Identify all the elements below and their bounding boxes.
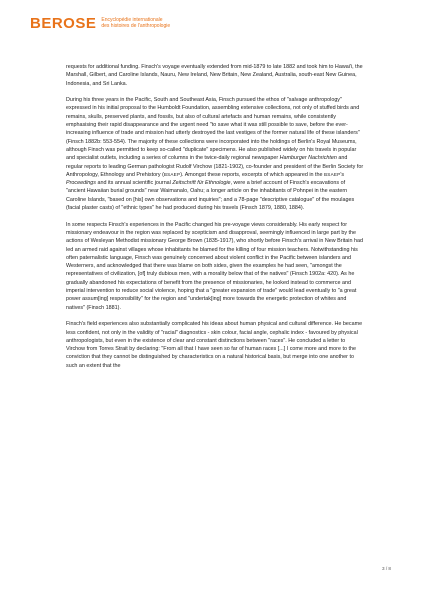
paragraph-1: requests for additional funding. Finsch's voyage eventually extended from mid-1879 to late 1882 and took him to Hawai'i, the Marshall, Gilbert, and Caroline Islands, Nauru, New Ireland, New Britain, New Zealand, Australia, south-east New Guinea, Indonesia, and Sri Lanka. [66, 64, 363, 87]
bsaep-abbreviation: BSAEP [324, 171, 341, 177]
bsaep-abbreviation: BSAEP [163, 171, 181, 177]
paragraph-2-text-f: , were a brief account of Finsch's excavations of "ancient Hawaiian burial grounds" near Waimanalo, Oahu; a longer article on the inhabitants of Pohnpei in the eastern Caroline Islands, "based on [his] own observations and inquiries"; and a 78-page "descriptive catalogue" of the moulages (facial plaster casts) of "ethnic types" he had produced during his travels (Finsch 1879, 1880, 1884). [66, 180, 355, 212]
journal-title: Zeitschrift für Ethnologie [172, 180, 231, 187]
page-number: 3 / 8 [382, 566, 391, 571]
site-header [30, 16, 170, 32]
site-tagline [101, 17, 170, 29]
article-body [66, 63, 364, 378]
newspaper-title: Hamburger Nachrichten [279, 155, 337, 162]
paragraph-2-text-e: and its annual scientific journal [95, 180, 173, 187]
paragraph-2-text-c: ). Amongst these reports, excerpts of which appeared in the [180, 171, 325, 178]
paragraph-2-text-b: and regular reports to leading German pathologist Rudolf Virchow (1821-1902), co-founder and president of the Berlin Society for Anthropology, Ethnology and Prehistory ( [66, 155, 364, 178]
paragraph-2-text-d: 's [340, 171, 345, 178]
paragraph-2-text-a: During his three years in the Pacific, South and Southeast Asia, Finsch pursued the ethos of "salvage anthropology" expressed in his initial proposal to the Humboldt Foundation, assembling extensive collections, not only of stuffed birds and remains, skulls, preserved plants, and fossils, but also of cultural artefacts and human remains, while consistently emphasising their rapid disappearance and the urgent need "to save what it was still possible to save, before the ever-increasing influence of trade and mission had utterly destroyed the last vestiges of the former natural life of these islanders" (Finsch 1882b: 553-554). The majority of these collections were incorporated into the holdings of Berlin's Royal Museums, although Finsch was permitted to keep so-called "duplicate" specimens. He also published widely on his travels in popular and specialist outlets, including a series of columns in the twice-daily regional newspaper [66, 97, 360, 162]
proceedings-title: Proceedings [66, 180, 96, 187]
tagline-line-2: des histoires de l'anthropologie [101, 23, 171, 29]
paragraph-2 [66, 96, 364, 212]
tagline-line-1: Encyclopédie internationale [101, 17, 163, 23]
berose-logo[interactable]: BEROSE [30, 15, 97, 32]
paragraph-4: Finsch's field experiences also substantially complicated his ideas about human physical and cultural difference. He became less confident, not only in the validity of "racial" diagnostics - skin colour, facial angle, cephalic index - favoured by physical anthropologists, but even in the existence of clear and constant distinctions between "races". He concluded a letter to Virchow from Torres Strait by declaring: "From all that I have seen so far of human races [...] I come more and more to the conviction that they cannot be distinguished by characteristics on a natural historical basis, but merge into one another to such an extent that the [66, 321, 363, 369]
paragraph-3: In some respects Finsch's experiences in the Pacific changed his pre-voyage views considerably. His early respect for missionary endeavour in the region was replaced by scepticism and disapproval, seemingly influenced in large part by the actions of Wesleyan Methodist missionary George Brown (1835-1917), who shortly before Finsch's arrival in New Britain had led an armed raid against villages whose inhabitants he blamed for the killing of four mission teachers. Notwithstanding his often paternalistic language, Finsch was genuinely concerned about violent conflict in the Pacific between islanders and Westerners, and acknowledged that there was blame on both sides, given the examples he had seen, "amongst the representatives of civilization, [of] truly dubious men, with a morality below that of the natives" (Finsch 1902a: 420). As he gradually abandoned his expectations of benefit from the presence of missionaries, he looked instead to commerce and imperial intervention to reduce social violence, hoping that a "greater expansion of trade" would lead eventually to "a great power assum[ing] responsibility" for the region and "undertak[ing] more towards the energetic protection of whites and natives" (Finsch 1881). [66, 221, 363, 311]
